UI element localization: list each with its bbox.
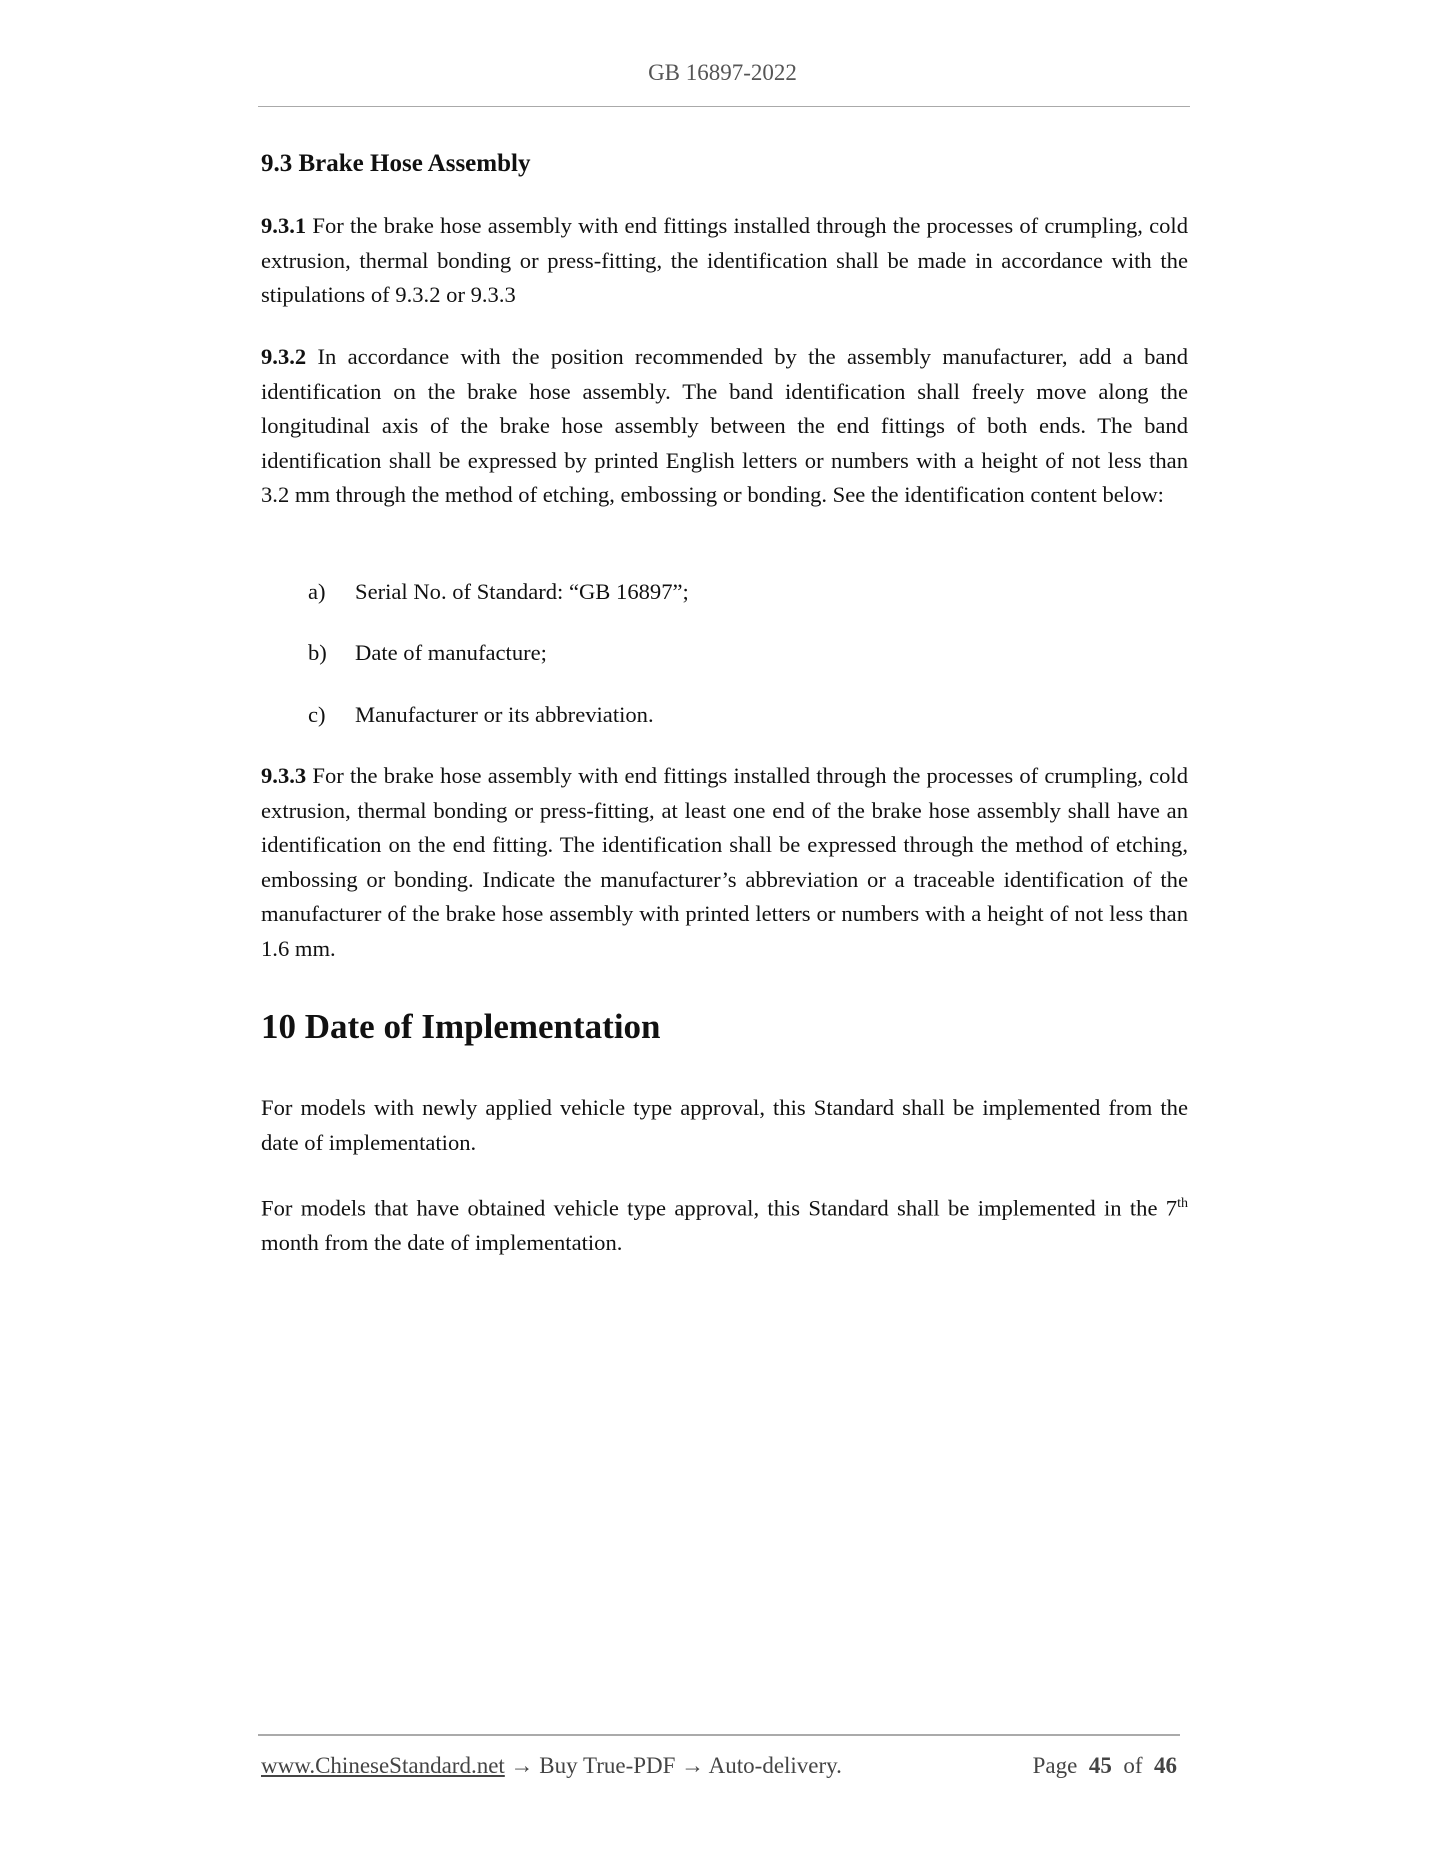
superscript: th	[1177, 1196, 1188, 1211]
footer-text: → Buy True-PDF → Auto-delivery.	[504, 1753, 842, 1778]
paragraph-text: For the brake hose assembly with end fittings installed through the processes of crumpling, cold extrusion, thermal bonding or press-fitting, at least one end of the brake hose assembly shall have an identification on the end fitting. The identification shall be expressed through the method of etching, embossing or bonding. Indicate the manufacturer’s abbreviation or a traceable identification of the manufacturer of the brake hose assembly with printed letters or numbers with a height of not less than 1.6 mm.	[261, 763, 1188, 961]
list-marker: b)	[308, 640, 327, 665]
paragraph-text: For models that have obtained vehicle type approval, this Standard shall be implemented in the 7	[261, 1195, 1178, 1221]
clause-number: 9.3.1	[261, 213, 307, 238]
clause-number: 9.3.2	[261, 344, 307, 369]
list-marker: a)	[308, 579, 326, 604]
paragraph-text: month from the date of implementation.	[261, 1230, 623, 1256]
list-text: Date of manufacture;	[355, 640, 547, 665]
clause-number: 9.3.3	[261, 763, 307, 788]
current-page: 45	[1088, 1753, 1112, 1778]
list-text: Serial No. of Standard: “GB 16897”;	[355, 579, 689, 604]
of-label: of	[1123, 1753, 1143, 1778]
total-pages: 46	[1154, 1753, 1177, 1778]
footer-promo	[261, 1753, 842, 1779]
paragraph-10-1: For models with newly applied vehicle type approval, this Standard shall be implemented from the date of implementation.	[261, 1095, 1188, 1155]
paragraph-9-3-3	[261, 759, 1188, 967]
paragraph-9-3-2	[261, 340, 1188, 513]
footer-divider	[258, 1734, 1180, 1736]
page-number	[1033, 1753, 1177, 1779]
paragraph-text: For the brake hose assembly with end fittings installed through the processes of crumpling, cold extrusion, thermal bonding or press-fitting, the identification shall be made in accordance with the stipulations of 9.3.2 or 9.3.3	[261, 213, 1188, 308]
page-label: Page	[1032, 1753, 1078, 1778]
paragraph-text: In accordance with the position recommended by the assembly manufacturer, add a band identification on the brake hose assembly. The band identification shall freely move along the longitudinal axis of the brake hose assembly between the end fittings of both ends. The band identification shall be expressed by printed English letters or numbers with a height of not less than 3.2 mm through the method of etching, embossing or bonding. See the identification content below:	[261, 344, 1188, 508]
paragraph-10-2	[261, 1187, 1188, 1261]
header-divider	[258, 106, 1190, 107]
list-marker: c)	[308, 702, 326, 727]
paragraph-9-3-1	[261, 209, 1188, 313]
section-heading-10: 10 Date of Implementation	[261, 1007, 661, 1046]
section-heading-9-3: 9.3 Brake Hose Assembly	[261, 150, 531, 177]
list-text: Manufacturer or its abbreviation.	[355, 702, 654, 727]
website-link[interactable]: www.ChineseStandard.net	[261, 1753, 505, 1778]
running-header: GB 16897-2022	[648, 60, 797, 85]
